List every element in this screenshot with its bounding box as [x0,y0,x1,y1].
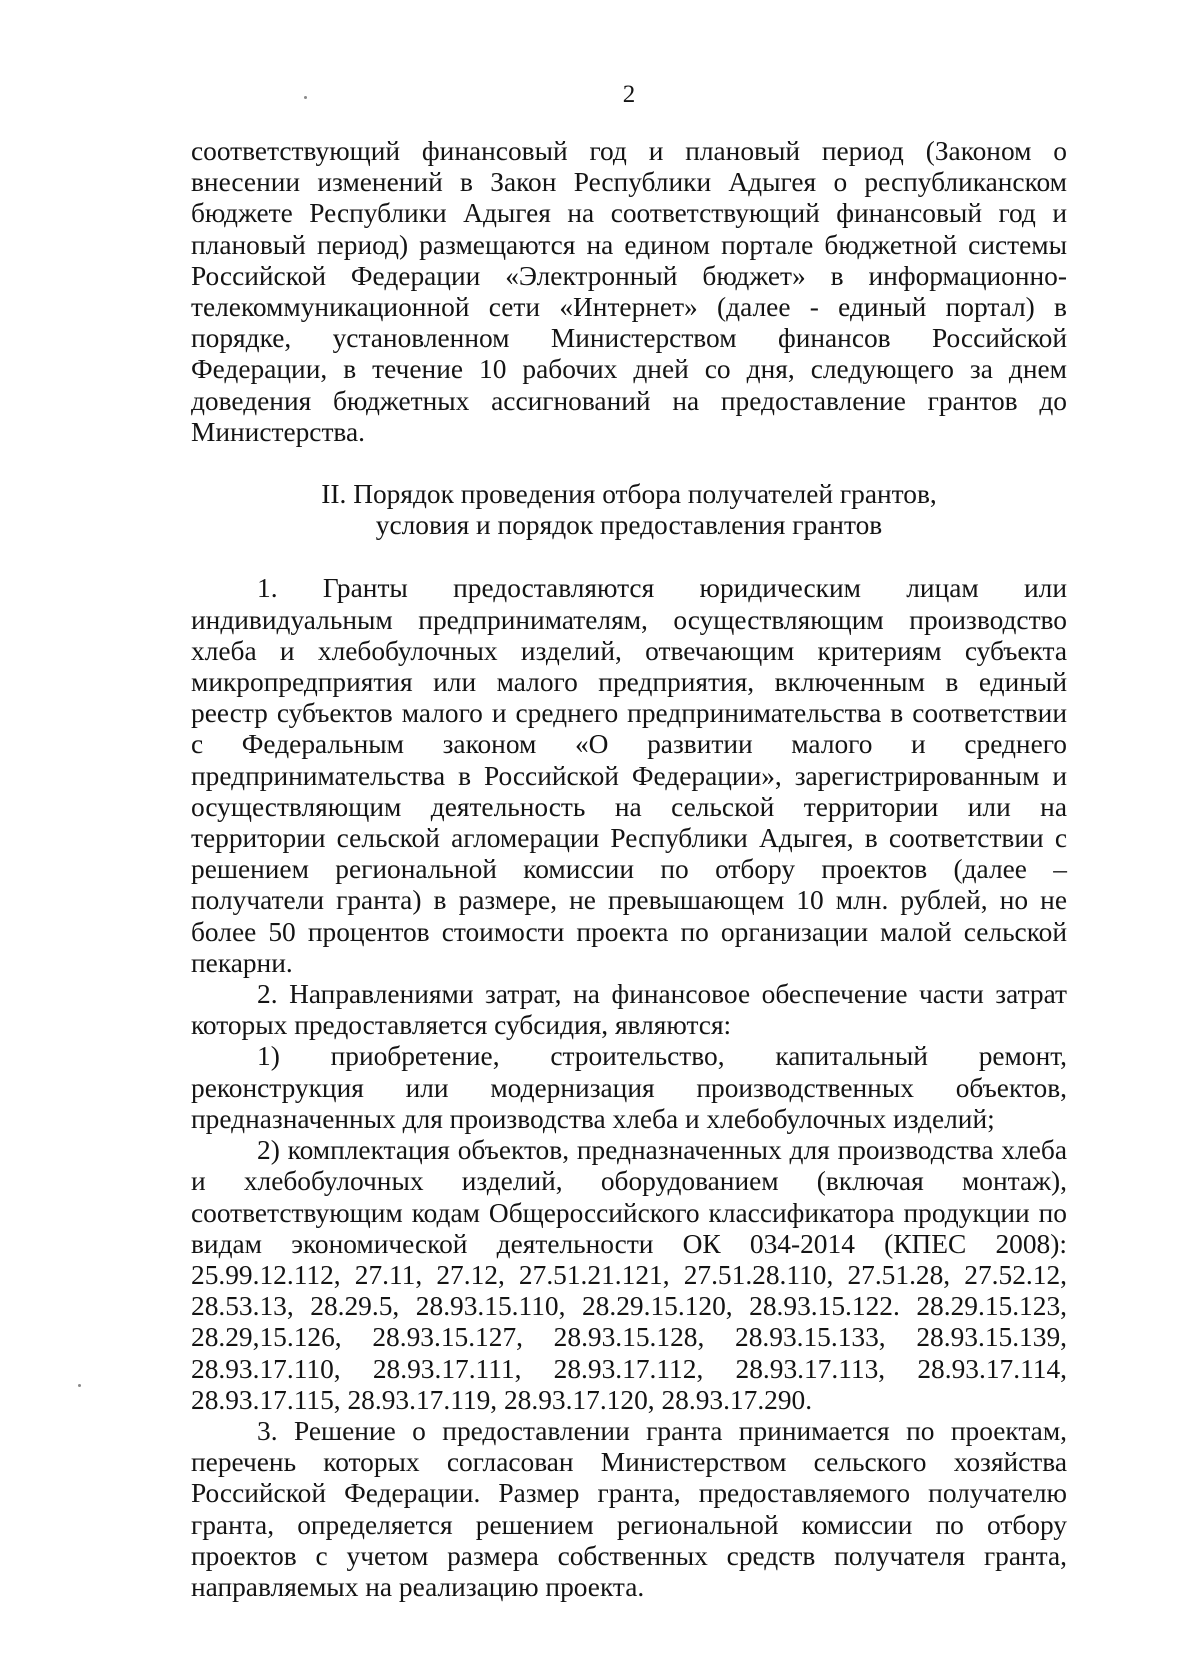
scan-speck [304,96,307,99]
paragraph-item-3: 3. Решение о предоставлении гранта принимается по проектам, перечень которых согласован Министерством сельского хозяйства Российской Федерации. Размер гранта, предоставляемого получателю гранта, определяется решением региональной комиссии по отбору проектов с учетом размера собственных средств получателя гранта, направляемых на реализацию проекта. [191,1415,1067,1602]
paragraph-subitem-1: 1) приобретение, строительство, капитальный ремонт, реконструкция или модернизация производственных объектов, предназначенных для производства хлеба и хлебобулочных изделий; [191,1041,1067,1134]
page-number: 2 [622,81,636,108]
paragraph-item-1: 1. Гранты предоставляются юридическим лицам или индивидуальным предпринимателям, осуществляющим производство хлеба и хлебобулочных изделий, отвечающим критериям субъекта микропредприятия или малого предприятия, включенным в единый реестр субъектов малого и среднего предпринимательства в соответствии с Федеральным законом «О развитии малого и среднего предпринимательства в Российской Федерации», зарегистрированным и осуществляющим деятельность на сельской территории или на территории сельской агломерации Республики Адыгея, в соответствии с решением региональной комиссии по отбору проектов (далее – получатели гранта) в размере, не превышающем 10 млн. рублей, но не более 50 процентов стоимости проекта по организации малой сельской пекарни. [191,573,1067,978]
scan-speck [78,1384,81,1387]
body-text [191,136,1067,1603]
section-heading [191,479,1067,541]
paragraph-subitem-2: 2) комплектация объектов, предназначенных для производства хлеба и хлебобулочных изделий, оборудованием (включая монтаж), соответствующим кодам Общероссийского классификатора продукции по видам экономической деятельности ОК 034-2014 (КПЕС 2008): 25.99.12.112, 27.11, 27.12, 27.51.21.121, 27.51.28.110, 27.51.28, 27.52.12, 28.53.13, 28.29.5, 28.93.15.110, 28.29.15.120, 28.93.15.122. 28.29.15.123, 28.29,15.126, 28.93.15.127, 28.93.15.128, 28.93.15.133, 28.93.15.139, 28.93.17.110, 28.93.17.111, 28.93.17.112, 28.93.17.113, 28.93.17.114, 28.93.17.115, 28.93.17.119, 28.93.17.120, 28.93.17.290. [191,1135,1067,1415]
section-heading-line: II. Порядок проведения отбора получателей грантов, [321,479,937,510]
section-heading-line: условия и порядок предоставления грантов [375,510,883,541]
paragraph-item-2: 2. Направлениями затрат, на финансовое обеспечение части затрат которых предоставляется субсидия, являются: [191,979,1067,1041]
paragraph-continuation: соответствующий финансовый год и плановый период (Законом о внесении изменений в Закон Республики Адыгея о республиканском бюджете Республики Адыгея на соответствующий финансовый год и плановый период) размещаются на едином портале бюджетной системы Российской Федерации «Электронный бюджет» в информационно-телекоммуникационной сети «Интернет» (далее - единый портал) в порядке, установленном Министерством финансов Российской Федерации, в течение 10 рабочих дней со дня, следующего за днем доведения бюджетных ассигнований на предоставление грантов до Министерства. [191,136,1067,447]
